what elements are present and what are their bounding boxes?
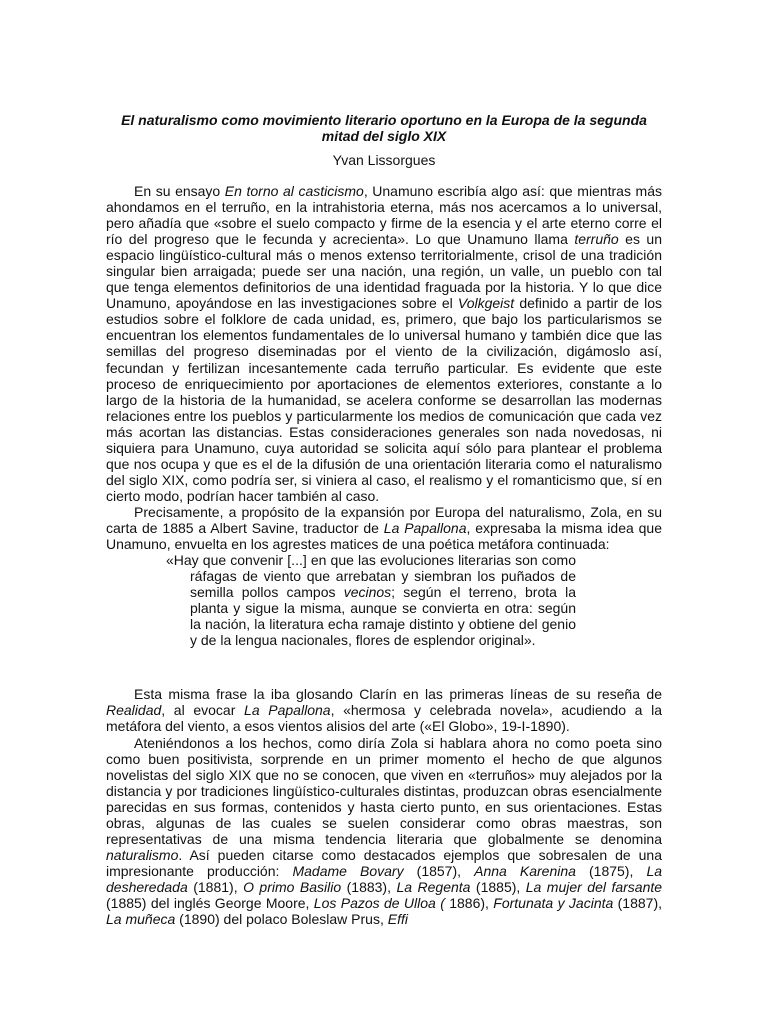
italic-text: En torno al casticismo xyxy=(224,183,364,199)
document-author: Yvan Lissorgues xyxy=(332,152,436,168)
document-header xyxy=(106,112,662,168)
paragraph: Esta misma frase la iba glosando Clarín en las primeras líneas de su reseña de Realidad, al evocar La Papallona, «hermosa y celebrada novela», acudiendo a la metáfora del viento, a esos vientos alisios del arte («El Globo», 19-I-1890). xyxy=(106,686,662,735)
italic-text: vecinos xyxy=(343,584,392,601)
italic-text: La desheredada xyxy=(106,862,663,895)
italic-text: Los Pazos de Ulloa ( xyxy=(313,894,445,911)
italic-text: Realidad xyxy=(106,702,162,719)
paragraph: En su ensayo En torno al casticismo, Unamuno escribía algo así: que mientras más ahondamos en el terruño, en la intrahistoria eterna, más nos acercamos a lo universal, pero añadía que «sobre el suelo compacto y firme de la esencia y el arte eterno corre el río del progreso que le fecunda y acrecienta». Lo que Unamuno llama terruño es un espacio lingüístico-cultural más o menos extenso territorialmente, crisol de una tradición singular bien arraigada; puede ser una nación, una región, un valle, un pueblo con tal que tenga elementos definitorios de una identidad fraguada por la historia. Y lo que dice Unamuno, apoyándose en las investigaciones sobre el Volkgeist definido a partir de los estudios sobre el folklore de cada unidad, es, primero, que bajo los particularismos se encuentran los elementos fundamentales de lo universal humano y también dice que las semillas del progreso diseminadas por el viento de la civilización, digámoslo así, fecundan y fertilizan incesantemente cada terruño particular. Es evidente que este proceso de enriquecimiento por aportaciones de elementos exteriores, constante a lo largo de la historia de la humanidad, se acelera conforme se desarrollan las modernas relaciones entre los pueblos y particularmente los medios de comunicación que cada vez más acortan las distancias. Estas consideraciones generales son nada novedosas, ni siquiera para Unamuno, cuya autoridad se solicita aquí sólo para plantear el problema que nos ocupa y que es el de la difusión de una orientación literaria como el naturalismo del siglo XIX, como podría ser, si viniera al caso, el realismo y el romanticismo que, sí en cierto modo, podrían hacer también al caso. xyxy=(106,183,663,504)
italic-text: terruño xyxy=(574,231,619,248)
document-body xyxy=(106,183,662,927)
block-quote: «Hay que convenir [...] en que las evoluciones literarias son como ráfagas de viento que arrebatan y siembran los puñados de semilla pollos campos vecinos; según el terreno, brota la planta y sigue la misma, aunque se convierta en otra: según la nación, la literatura echa ramaje distinto y obtiene del genio y de la lengua nacionales, flores de esplendor original». xyxy=(166,552,576,649)
section-spacer xyxy=(106,648,662,686)
document-title: El naturalismo como movimiento literario oportuno en la Europa de la segunda mitad del siglo XIX xyxy=(121,112,647,144)
italic-text: Fortunata y Jacinta xyxy=(493,894,614,911)
italic-text: O primo Basilio xyxy=(243,878,342,895)
italic-text: naturalismo xyxy=(106,846,179,863)
italic-text: Effi xyxy=(387,911,408,928)
italic-text: Anna Karenina xyxy=(474,862,576,879)
italic-text: La Regenta xyxy=(396,878,471,895)
italic-text: Volkgeist xyxy=(457,295,515,312)
italic-text: La Papallona xyxy=(383,519,467,536)
paragraph: Ateniéndonos a los hechos, como diría Zola si hablara ahora no como poeta sino como buen positivista, sorprende en un primer momento el hecho de que algunos novelistas del siglo XIX que no se conocen, que viven en «terruños» muy alejados por la distancia y por tradiciones lingüístico-culturales distintas, produzcan obras esencialmente parecidas en sus formas, contenidos y hasta cierto punto, en sus orientaciones. Estas obras, algunas de las cuales se suelen considerar como obras maestras, son representativas de una misma tendencia literaria que globalmente se denomina naturalismo. Así pueden citarse como destacados ejemplos que sobresalen de una impresionante producción: Madame Bovary (1857), Anna Karenina (1875), La desheredada (1881), O primo Basilio (1883), La Regenta (1885), La mujer del farsante (1885) del inglés George Moore, Los Pazos de Ulloa ( 1886), Fortunata y Jacinta (1887), La muñeca (1890) del polaco Boleslaw Prus, Effi xyxy=(106,734,663,928)
italic-text: Madame Bovary xyxy=(292,862,404,879)
italic-text: La muñeca xyxy=(106,911,176,928)
italic-text: La Papallona xyxy=(244,702,331,719)
italic-text: La mujer del farsante xyxy=(525,878,663,895)
paragraph: Precisamente, a propósito de la expansión por Europa del naturalismo, Zola, en su carta de 1885 a Albert Savine, traductor de La Papallona, expresaba la misma idea que Unamuno, envuelta en los agrestes matices de una poética metáfora continuada: xyxy=(106,503,662,553)
